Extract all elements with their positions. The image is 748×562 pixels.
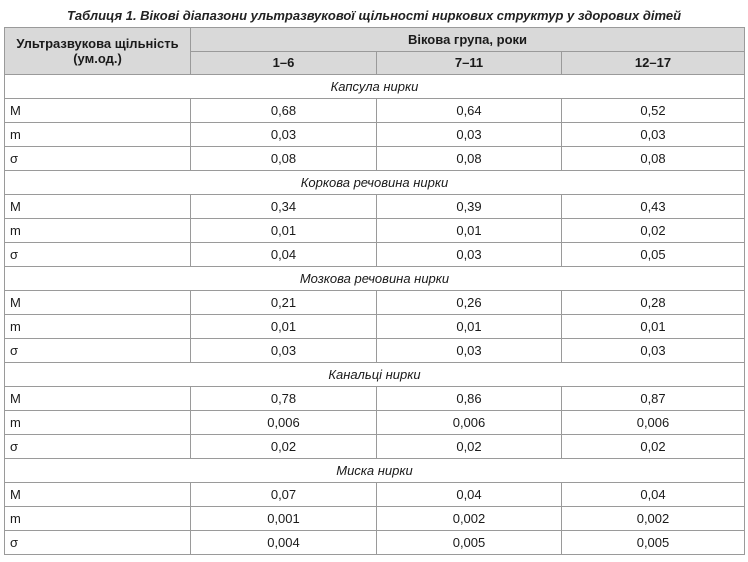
table-row <box>5 243 745 267</box>
stat-label: σ <box>5 531 191 555</box>
age-group-header: Вікова група, роки <box>191 28 745 52</box>
value-cell: 0,03 <box>191 123 377 147</box>
table-row <box>5 315 745 339</box>
section-title: Коркова речовина нирки <box>5 171 745 195</box>
stat-label: M <box>5 291 191 315</box>
table-row <box>5 387 745 411</box>
value-cell: 0,005 <box>377 531 562 555</box>
value-cell: 0,004 <box>191 531 377 555</box>
stat-label: m <box>5 411 191 435</box>
header-row-group <box>5 28 745 52</box>
value-cell: 0,87 <box>562 387 745 411</box>
value-cell: 0,68 <box>191 99 377 123</box>
value-cell: 0,02 <box>377 435 562 459</box>
value-cell: 0,02 <box>562 219 745 243</box>
table-row <box>5 483 745 507</box>
value-cell: 0,001 <box>191 507 377 531</box>
value-cell: 0,01 <box>377 315 562 339</box>
value-cell: 0,03 <box>191 339 377 363</box>
value-cell: 0,28 <box>562 291 745 315</box>
value-cell: 0,04 <box>191 243 377 267</box>
stat-label: σ <box>5 435 191 459</box>
stat-label: m <box>5 219 191 243</box>
value-cell: 0,78 <box>191 387 377 411</box>
value-cell: 0,05 <box>562 243 745 267</box>
density-table <box>4 27 745 555</box>
value-cell: 0,08 <box>562 147 745 171</box>
value-cell: 0,26 <box>377 291 562 315</box>
age-column-header: 12–17 <box>562 51 745 75</box>
value-cell: 0,03 <box>562 339 745 363</box>
value-cell: 0,08 <box>377 147 562 171</box>
value-cell: 0,02 <box>562 435 745 459</box>
age-column-header: 1–6 <box>191 51 377 75</box>
section-row <box>5 363 745 387</box>
stat-label: m <box>5 123 191 147</box>
value-cell: 0,03 <box>377 339 562 363</box>
value-cell: 0,005 <box>562 531 745 555</box>
stat-label: σ <box>5 243 191 267</box>
stat-label: M <box>5 99 191 123</box>
value-cell: 0,64 <box>377 99 562 123</box>
value-cell: 0,34 <box>191 195 377 219</box>
section-title: Капсула нирки <box>5 75 745 99</box>
table-caption: Таблиця 1. Вікові діапазони ультразвукової щільності ниркових структур у здорових дітей <box>66 8 682 23</box>
table-row <box>5 147 745 171</box>
stat-label: σ <box>5 339 191 363</box>
table-row <box>5 291 745 315</box>
section-row <box>5 75 745 99</box>
value-cell: 0,03 <box>377 243 562 267</box>
age-column-header: 7–11 <box>377 51 562 75</box>
value-cell: 0,52 <box>562 99 745 123</box>
value-cell: 0,002 <box>377 507 562 531</box>
table-header <box>5 28 745 75</box>
table-row <box>5 531 745 555</box>
value-cell: 0,21 <box>191 291 377 315</box>
stat-label: M <box>5 483 191 507</box>
table-row <box>5 99 745 123</box>
section-title: Мозкова речовина нирки <box>5 267 745 291</box>
value-cell: 0,006 <box>377 411 562 435</box>
section-title: Миска нирки <box>5 459 745 483</box>
value-cell: 0,006 <box>562 411 745 435</box>
stat-label: m <box>5 315 191 339</box>
stat-label: M <box>5 195 191 219</box>
value-cell: 0,01 <box>562 315 745 339</box>
value-cell: 0,03 <box>377 123 562 147</box>
value-cell: 0,07 <box>191 483 377 507</box>
table-row <box>5 195 745 219</box>
stat-label: m <box>5 507 191 531</box>
table-row <box>5 507 745 531</box>
table-row <box>5 411 745 435</box>
table-body <box>5 75 745 555</box>
stat-label: σ <box>5 147 191 171</box>
section-row <box>5 459 745 483</box>
value-cell: 0,04 <box>377 483 562 507</box>
section-title: Канальці нирки <box>5 363 745 387</box>
table-row <box>5 339 745 363</box>
section-row <box>5 171 745 195</box>
value-cell: 0,002 <box>562 507 745 531</box>
value-cell: 0,43 <box>562 195 745 219</box>
section-row <box>5 267 745 291</box>
table-row <box>5 435 745 459</box>
value-cell: 0,006 <box>191 411 377 435</box>
value-cell: 0,01 <box>191 219 377 243</box>
value-cell: 0,39 <box>377 195 562 219</box>
value-cell: 0,01 <box>377 219 562 243</box>
value-cell: 0,04 <box>562 483 745 507</box>
stat-label: M <box>5 387 191 411</box>
value-cell: 0,02 <box>191 435 377 459</box>
table-row <box>5 123 745 147</box>
value-cell: 0,01 <box>191 315 377 339</box>
row-label-header: Ультразвукова щільність (ум.од.) <box>5 28 191 75</box>
table-row <box>5 219 745 243</box>
value-cell: 0,03 <box>562 123 745 147</box>
value-cell: 0,86 <box>377 387 562 411</box>
value-cell: 0,08 <box>191 147 377 171</box>
